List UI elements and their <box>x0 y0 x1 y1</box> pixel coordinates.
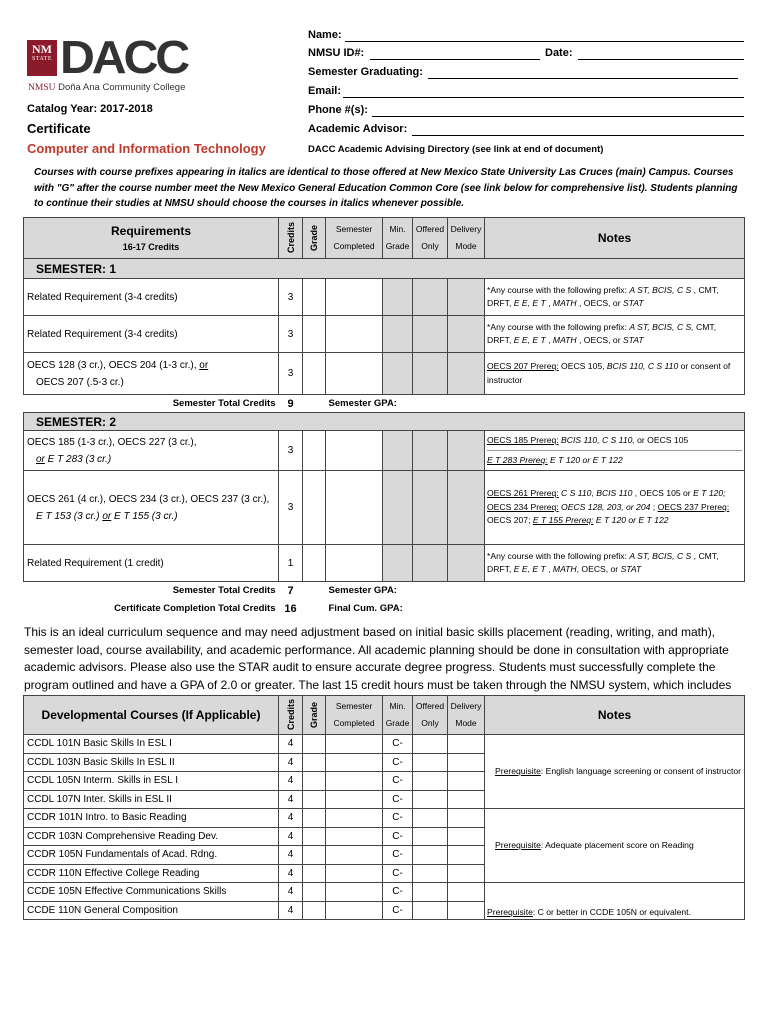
note-cell <box>485 883 745 920</box>
semester-gpa-label: Semester GPA: <box>328 398 397 409</box>
offered-cell <box>413 864 448 883</box>
note-cell <box>485 809 745 883</box>
note-cell <box>485 316 745 353</box>
offered-cell <box>413 901 448 920</box>
note-cell <box>485 431 745 471</box>
semester-total-credits: 7 <box>287 584 294 597</box>
note-cell <box>485 353 745 395</box>
note-text: or OECS 105 <box>634 435 689 445</box>
note-text: A ST, BCIS, C S, <box>629 321 694 332</box>
grade-cell[interactable] <box>303 864 326 883</box>
note-text: BCIS 110, C S 110 <box>606 361 679 371</box>
course-cell: CCDR 105N Fundamentals of Acad. Rdng. <box>24 846 279 865</box>
delivery-cell <box>448 790 485 809</box>
semester-cell[interactable] <box>326 883 383 902</box>
note-text: OECS 261 Prereq: <box>487 488 559 499</box>
grade-cell[interactable] <box>303 827 326 846</box>
grade-col-header <box>303 696 326 735</box>
note-text: C S 110, BCIS 110 <box>558 488 633 499</box>
semester-cell[interactable] <box>326 431 383 471</box>
note-cell <box>485 471 745 545</box>
note-text: , CMT, DRFT, <box>487 284 719 308</box>
requirements-table <box>23 217 745 618</box>
min-grade-cell: C- <box>383 846 413 865</box>
offered-col-header <box>413 696 448 735</box>
notes-col-header: Notes <box>485 696 745 735</box>
note-text: *Any course with the following prefix: <box>487 284 630 295</box>
course-cell: CCDL 105N Interm. Skills in ESL I <box>24 772 279 791</box>
logo-college: Doña Ana Community College <box>58 82 186 93</box>
semester-2-total-row <box>24 582 745 600</box>
note-text: E E, E T <box>513 298 546 308</box>
grade-cell[interactable] <box>303 471 326 545</box>
semester-cell[interactable] <box>326 864 383 883</box>
min-grade-cell: C- <box>383 753 413 772</box>
note-text: E T 283 Prereq: <box>487 455 548 465</box>
offered-cell <box>413 735 448 754</box>
grade-cell[interactable] <box>303 772 326 791</box>
note-text: : C or better in CCDE 105N or equivalent. <box>532 906 691 917</box>
table-row <box>24 279 745 316</box>
semester-cell[interactable] <box>326 846 383 865</box>
offered-cell <box>413 471 448 545</box>
course-text: OECS 261 (4 cr.), OECS 234 (3 cr.), OECS 237 (3 cr.), <box>27 493 270 505</box>
note-text: OECS 128, 203, or 204 <box>558 501 651 512</box>
course-cell: Related Requirement (3-4 credits) <box>24 316 279 353</box>
semester-total-credits: 9 <box>287 397 294 410</box>
email-field[interactable] <box>343 97 744 98</box>
notes-col-header: Notes <box>485 218 745 259</box>
note-cell <box>485 735 745 809</box>
note-text: OECS 207; <box>487 515 533 526</box>
certificate-total-label: Certificate Completion Total Credits <box>114 603 276 614</box>
completed-header-text: Completed <box>333 718 375 728</box>
delivery-cell <box>448 353 485 395</box>
semester-cell[interactable] <box>326 735 383 754</box>
note-text: , OECS, or <box>576 298 623 308</box>
note-text: E T 120; <box>693 488 726 499</box>
min-grade-header-text: Grade <box>385 241 410 251</box>
semester-2-row <box>24 413 745 431</box>
certificate-total-credits: 16 <box>284 602 297 615</box>
note-text: STAT <box>622 335 644 345</box>
note-text: , <box>545 564 553 574</box>
semester-header-text: Semester <box>335 701 373 711</box>
logo-nmsu: NMSU <box>28 83 56 93</box>
min-grade-cell: C- <box>383 901 413 920</box>
developmental-table <box>23 695 745 920</box>
min-header-text: Min. <box>389 224 406 234</box>
grade-cell[interactable] <box>303 353 326 395</box>
table-row <box>24 353 745 395</box>
course-cell <box>24 431 279 471</box>
credits-cell: 4 <box>279 772 303 791</box>
credits-cell: 4 <box>279 753 303 772</box>
grade-cell[interactable] <box>303 753 326 772</box>
min-grade-col-header <box>383 696 413 735</box>
dacc-logo: DACC <box>60 31 187 83</box>
course-cell: CCDR 110N Effective College Reading <box>24 864 279 883</box>
advisor-field[interactable] <box>412 135 744 136</box>
delivery-cell <box>448 864 485 883</box>
offered-col-header <box>413 218 448 259</box>
table-row <box>24 883 745 902</box>
name-field[interactable] <box>345 41 744 42</box>
semester-cell[interactable] <box>326 471 383 545</box>
offered-cell <box>413 790 448 809</box>
course-cell: CCDE 110N General Composition <box>24 901 279 920</box>
grade-cell[interactable] <box>303 883 326 902</box>
note-text: , OECS, or <box>576 335 623 345</box>
course-cell: CCDL 101N Basic Skills In ESL I <box>24 735 279 754</box>
course-cell: CCDE 105N Effective Communications Skills <box>24 883 279 902</box>
delivery-cell <box>448 809 485 828</box>
min-grade-cell <box>383 431 413 471</box>
min-grade-cell: C- <box>383 864 413 883</box>
credits-cell: 4 <box>279 864 303 883</box>
date-label: Date: <box>545 47 573 59</box>
grade-cell[interactable] <box>303 735 326 754</box>
phone-field[interactable] <box>372 116 744 117</box>
note-text: OECS 185 Prereq: <box>487 435 559 445</box>
spacer <box>303 600 326 618</box>
course-cell: Related Requirement (1 credit) <box>24 545 279 582</box>
logo-state-text: STATE <box>31 56 53 62</box>
note-text: ; <box>650 501 658 512</box>
final-gpa-label: Final Cum. GPA: <box>328 603 403 614</box>
note-text: E T 155 Prereq: <box>532 515 594 526</box>
course-cell: CCDL 103N Basic Skills In ESL II <box>24 753 279 772</box>
note-text: , OECS, or <box>576 564 621 574</box>
min-grade-cell <box>383 279 413 316</box>
course-text: E T 153 (3 cr.) <box>36 510 103 522</box>
course-cell: CCDR 103N Comprehensive Reading Dev. <box>24 827 279 846</box>
offered-cell <box>413 279 448 316</box>
nm-state-logo <box>27 40 57 76</box>
course-or: or <box>199 359 209 371</box>
offered-cell <box>413 316 448 353</box>
nmsu-id-label: NMSU ID#: <box>308 47 365 59</box>
credits-cell: 4 <box>279 901 303 920</box>
credits-cell: 3 <box>279 431 303 471</box>
offered-cell <box>413 545 448 582</box>
delivery-col-header <box>448 696 485 735</box>
credits-cell: 4 <box>279 827 303 846</box>
note-text: OECS 105, <box>558 361 607 371</box>
semester-1-label: SEMESTER: 1 <box>24 259 745 279</box>
course-text: E T 283 (3 cr.) <box>44 453 112 465</box>
course-or: or <box>36 453 45 465</box>
note-text: E E, E T <box>513 564 546 574</box>
min-grade-cell <box>383 545 413 582</box>
name-label: Name: <box>308 29 342 41</box>
note-text: : Adequate placement score on Reading <box>540 839 694 850</box>
min-grade-cell: C- <box>383 809 413 828</box>
course-cell: CCDL 107N Inter. Skills in ESL II <box>24 790 279 809</box>
offered-cell <box>413 883 448 902</box>
credits-cell: 3 <box>279 471 303 545</box>
credits-cell: 4 <box>279 883 303 902</box>
delivery-cell <box>448 316 485 353</box>
note-text: MATH <box>552 335 577 345</box>
course-text: OECS 185 (1-3 cr.), OECS 227 (3 cr.), <box>27 436 197 448</box>
spacer <box>303 582 326 600</box>
grade-cell[interactable] <box>303 431 326 471</box>
credits-cell: 4 <box>279 790 303 809</box>
course-cell <box>24 471 279 545</box>
grade-cell[interactable] <box>303 316 326 353</box>
semester-1-total-row <box>24 395 745 413</box>
grade-cell[interactable] <box>303 545 326 582</box>
min-grade-cell: C- <box>383 790 413 809</box>
offered-only-header-text: Only <box>421 718 439 728</box>
semester-graduating-field[interactable] <box>428 78 738 79</box>
advising-directory: DACC Academic Advising Directory (see link at end of document) <box>308 144 604 155</box>
delivery-cell <box>448 545 485 582</box>
offered-cell <box>413 846 448 865</box>
min-grade-cell: C- <box>383 827 413 846</box>
advising-paragraph: This is an ideal curriculum sequence and may need adjustment based on initial basic skills placement (reading, writing, and math), semester load, course availability, and academic performance. All academic planning should be done in consultation with appropriate academic advisors. Please also use the STAR audit to ensure accurate degree progress. Students must successfully complete the program outlined and have a GPA of 2.0 or greater. The last 15 credit hours must be taken through the NMSU system, which includes <box>24 625 732 692</box>
nmsu-id-field[interactable] <box>370 59 540 60</box>
note-cell <box>485 279 745 316</box>
delivery-cell <box>448 279 485 316</box>
req-title-cell <box>24 218 279 259</box>
offered-header-text: Offered <box>415 224 445 234</box>
spacer <box>485 395 745 413</box>
semester-total-label: Semester Total Credits <box>172 398 276 409</box>
delivery-cell <box>448 431 485 471</box>
offered-header-text: Offered <box>415 701 445 711</box>
table-row <box>24 431 745 471</box>
logo-nm-text: NM <box>32 42 52 56</box>
note-text: STAT <box>620 564 642 574</box>
phone-label: Phone #(s): <box>308 104 368 116</box>
note-text: CMT, DRFT, <box>487 321 717 345</box>
note-text: OECS 207 Prereq: <box>487 361 559 371</box>
min-grade-header-text: Grade <box>385 718 410 728</box>
spacer <box>485 582 745 600</box>
grade-cell[interactable] <box>303 901 326 920</box>
course-text: OECS 128 (3 cr.), OECS 204 (1-3 cr.), <box>27 359 200 371</box>
delivery-cell <box>448 735 485 754</box>
note-text: MATH <box>552 298 577 308</box>
spacer <box>485 600 745 618</box>
min-grade-col-header <box>383 218 413 259</box>
semester-graduating-label: Semester Graduating: <box>308 66 423 78</box>
semester-total-label: Semester Total Credits <box>172 585 276 597</box>
min-grade-cell: C- <box>383 735 413 754</box>
course-text: E T 155 (3 cr.) <box>111 510 178 522</box>
offered-cell <box>413 753 448 772</box>
offered-cell <box>413 809 448 828</box>
note-text: OECS 237 Prereq: <box>657 501 730 512</box>
credits-cell: 3 <box>279 353 303 395</box>
course-cell: Related Requirement (3-4 credits) <box>24 279 279 316</box>
note-text: MATH <box>552 564 577 574</box>
semester-col-header <box>326 696 383 735</box>
semester-gpa-label: Semester GPA: <box>328 585 397 597</box>
delivery-cell <box>448 901 485 920</box>
semester-col-header <box>326 218 383 259</box>
semester-cell[interactable] <box>326 545 383 582</box>
email-label: Email: <box>308 85 342 97</box>
credits-col-header <box>279 218 303 259</box>
note-text: A ST, BCIS, C S <box>629 550 692 561</box>
note-text: E E, E T <box>513 335 546 345</box>
date-field[interactable] <box>578 59 744 60</box>
note-text: , CMT, DRFT, <box>487 550 719 574</box>
grade-header-text: Grade <box>309 224 319 251</box>
course-cell: CCDR 101N Intro. to Basic Reading <box>24 809 279 828</box>
delivery-header-text: Delivery <box>450 701 482 711</box>
intro-text: Courses with course prefixes appearing in italics are identical to those offered at New Mexico State University Las Cruces (main) Campus. Courses with "G" after the course number meet the New Mexico General Education Common Core (see link below for comprehensive list). Students planning to continue their studies at NMSU should choose the courses in italics whenever possible. <box>34 167 738 209</box>
note-text: or consent of instructor <box>487 361 731 385</box>
logo-subtitle <box>28 82 185 93</box>
req-credits-total: 16-17 Credits <box>122 242 180 252</box>
dev-header-row <box>24 696 745 735</box>
table-row <box>24 809 745 828</box>
semester-cell[interactable] <box>326 316 383 353</box>
credits-header-text: Credits <box>285 222 296 254</box>
note-text: , OECS 105 or <box>632 488 694 499</box>
note-text: STAT <box>622 298 644 308</box>
offered-cell <box>413 353 448 395</box>
semester-cell[interactable] <box>326 809 383 828</box>
delivery-header-text: Delivery <box>450 224 482 234</box>
offered-cell <box>413 431 448 471</box>
offered-cell <box>413 827 448 846</box>
semester-2-label: SEMESTER: 2 <box>24 413 745 431</box>
course-text: OECS 207 (.5-3 cr.) <box>36 376 124 388</box>
program-type: Certificate <box>27 121 91 136</box>
delivery-cell <box>448 772 485 791</box>
min-header-text: Min. <box>389 701 406 711</box>
note-text: A ST, BCIS, C S <box>629 284 692 295</box>
grade-header-text: Grade <box>309 701 319 728</box>
advisor-label: Academic Advisor: <box>308 123 408 135</box>
delivery-cell <box>448 827 485 846</box>
min-grade-cell: C- <box>383 772 413 791</box>
semester-cell[interactable] <box>326 790 383 809</box>
min-grade-cell <box>383 471 413 545</box>
grade-cell[interactable] <box>303 809 326 828</box>
min-grade-cell <box>383 316 413 353</box>
note-text: , <box>545 298 553 308</box>
semester-cell[interactable] <box>326 753 383 772</box>
note-text: OECS 234 Prereq: <box>487 501 559 512</box>
delivery-cell <box>448 846 485 865</box>
note-text: , <box>545 335 553 345</box>
note-cell <box>485 545 745 582</box>
note-text: : English language screening or consent of instructor <box>540 765 742 776</box>
delivery-mode-header-text: Mode <box>455 241 477 251</box>
credits-cell: 1 <box>279 545 303 582</box>
grade-col-header <box>303 218 326 259</box>
delivery-mode-header-text: Mode <box>455 718 477 728</box>
semester-cell[interactable] <box>326 827 383 846</box>
note-text: *Any course with the following prefix: <box>487 321 630 332</box>
table-row <box>24 735 745 754</box>
dev-title: Developmental Courses (If Applicable) <box>24 696 279 735</box>
semester-cell[interactable] <box>326 353 383 395</box>
offered-cell <box>413 772 448 791</box>
semester-1-row <box>24 259 745 279</box>
note-text: *Any course with the following prefix: <box>487 550 630 561</box>
course-or: or <box>102 510 112 522</box>
offered-only-header-text: Only <box>421 241 439 251</box>
note-text: Prerequisite <box>495 765 541 776</box>
delivery-cell <box>448 471 485 545</box>
grade-cell[interactable] <box>303 279 326 316</box>
note-text: E T 120 or E T 122 <box>593 515 669 526</box>
semester-header-text: Semester <box>335 224 373 234</box>
note-text: Prerequisite <box>487 906 533 917</box>
credits-cell: 4 <box>279 846 303 865</box>
credits-cell: 3 <box>279 279 303 316</box>
table-row <box>24 316 745 353</box>
credits-cell: 4 <box>279 735 303 754</box>
credits-col-header <box>279 696 303 735</box>
req-title: Requirements <box>110 224 192 238</box>
grade-cell[interactable] <box>303 846 326 865</box>
note-text: E T 120 or E T 122 <box>547 455 623 465</box>
completed-header-text: Completed <box>333 241 375 251</box>
program-name: Computer and Information Technology <box>27 141 266 156</box>
delivery-cell <box>448 883 485 902</box>
grade-cell[interactable] <box>303 790 326 809</box>
credits-cell: 4 <box>279 809 303 828</box>
spacer <box>303 395 326 413</box>
min-grade-cell: C- <box>383 883 413 902</box>
req-header-row <box>24 218 745 259</box>
semester-cell[interactable] <box>326 901 383 920</box>
certificate-total-row <box>24 600 745 618</box>
semester-cell[interactable] <box>326 279 383 316</box>
min-grade-cell <box>383 353 413 395</box>
course-cell <box>24 353 279 395</box>
note-text: Prerequisite <box>495 839 541 850</box>
delivery-cell <box>448 753 485 772</box>
delivery-col-header <box>448 218 485 259</box>
note-text: BCIS 110, C S 110, <box>558 435 635 445</box>
credits-cell: 3 <box>279 316 303 353</box>
table-row <box>24 471 745 545</box>
table-row <box>24 545 745 582</box>
semester-cell[interactable] <box>326 772 383 791</box>
credits-header-text: Credits <box>285 699 296 731</box>
catalog-year: Catalog Year: 2017-2018 <box>27 103 153 115</box>
